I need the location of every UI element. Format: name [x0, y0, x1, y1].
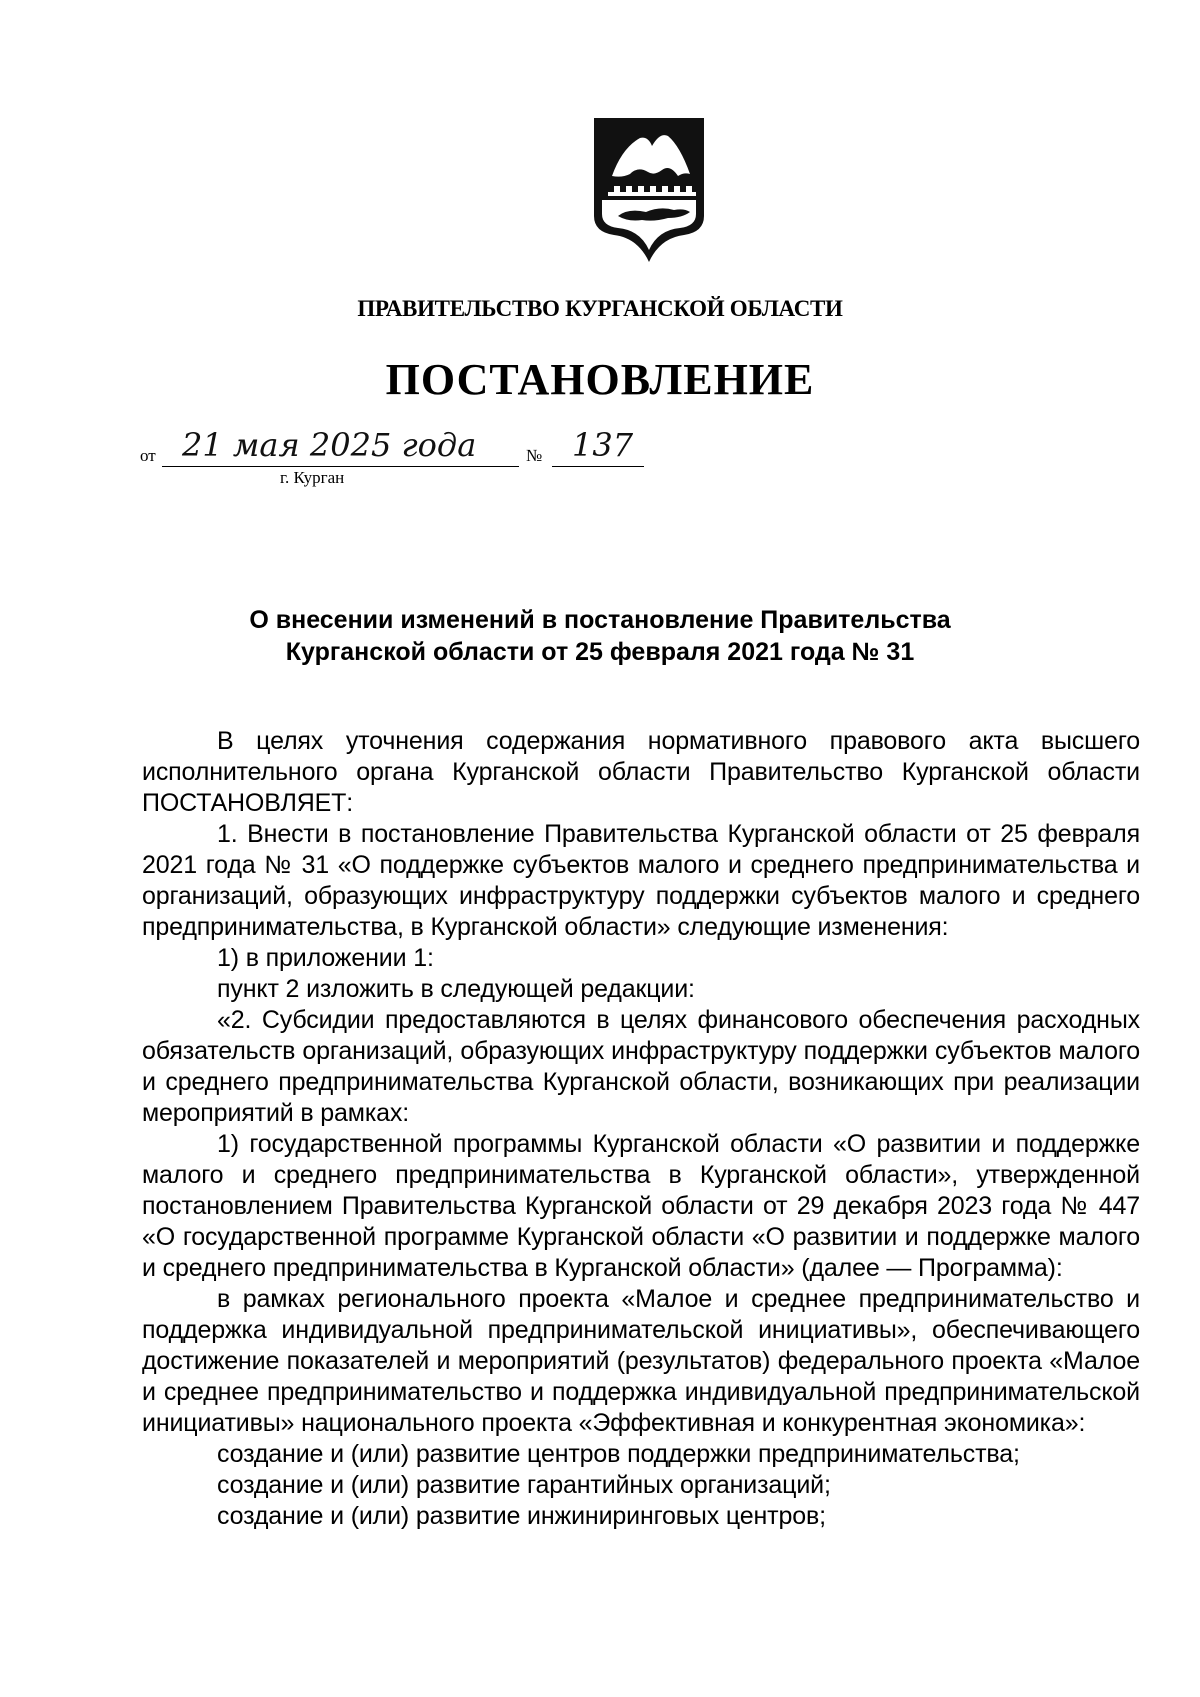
- document-body: [142, 726, 1140, 1532]
- document-subject: [0, 604, 1200, 668]
- number-label: №: [526, 446, 543, 465]
- paragraph-engineering-centers: создание и (или) развитие инжиниринговых центров;: [217, 1502, 826, 1530]
- issuing-authority: ПРАВИТЕЛЬСТВО КУРГАНСКОЙ ОБЛАСТИ: [357, 296, 843, 321]
- handwritten-date: 21 мая 2025 года: [182, 426, 477, 464]
- document-type-title: ПОСТАНОВЛЕНИЕ: [385, 355, 815, 404]
- subject-line-2: Курганской области от 25 февраля 2021 года № 31: [285, 638, 915, 666]
- paragraph-regional-project: в рамках регионального проекта «Малое и среднее предпринимательство и поддержка индивидуальной предпринимательской инициативы», обеспечивающего достижение показателей и мероприятий (результатов) федерального проекта «Малое и среднее предпринимательство и поддержка индивидуальной предпринимательской инициативы» национального проекта «Эффективная и конкурентная экономика»:: [142, 1285, 1140, 1437]
- document-requisites: [140, 426, 660, 487]
- paragraph-clause-2: «2. Субсидии предоставляются в целях финансового обеспечения расходных обязательств организаций, образующих инфраструктуру поддержки субъектов малого и среднего предпринимательства Курганской области, возникающих при реализации мероприятий в рамках:: [142, 1006, 1140, 1127]
- paragraph-clause-2-intro: пункт 2 изложить в следующей редакции:: [217, 975, 695, 1003]
- subject-line-1: О внесении изменений в постановление Правительства: [249, 606, 951, 634]
- date-underline: [162, 466, 519, 467]
- paragraph-item-1: 1. Внести в постановление Правительства Курганской области от 25 февраля 2021 года № 31 «О поддержке субъектов малого и среднего предпринимательства и организаций, образующих инфраструктуру поддержки субъектов малого и среднего предпринимательства, в Курганской области» следующие изменения:: [142, 820, 1140, 941]
- city-label: г. Курган: [280, 468, 345, 487]
- paragraph-guarantee-orgs: создание и (или) развитие гарантийных организаций;: [217, 1471, 831, 1499]
- paragraph-program: 1) государственной программы Курганской области «О развитии и поддержке малого и среднего предпринимательства в Курганской области», утвержденной постановлением Правительства Курганской области от 29 декабря 2023 года № 447 «О государственной программе Курганской области «О развитии и поддержке малого и среднего предпринимательства в Курганской области» (далее — Программа):: [142, 1130, 1140, 1282]
- coat-of-arms-icon: [588, 114, 710, 264]
- paragraph-subitem-1: 1) в приложении 1:: [217, 944, 434, 972]
- paragraph-preamble: В целях уточнения содержания нормативного правового акта высшего исполнительного органа Курганской области Правительство Курганской области ПОСТАНОВЛЯЕТ:: [142, 727, 1140, 817]
- from-label: от: [140, 446, 156, 465]
- handwritten-number: 137: [572, 426, 634, 464]
- paragraph-centers: создание и (или) развитие центров поддержки предпринимательства;: [217, 1440, 1020, 1468]
- number-underline: [552, 466, 644, 467]
